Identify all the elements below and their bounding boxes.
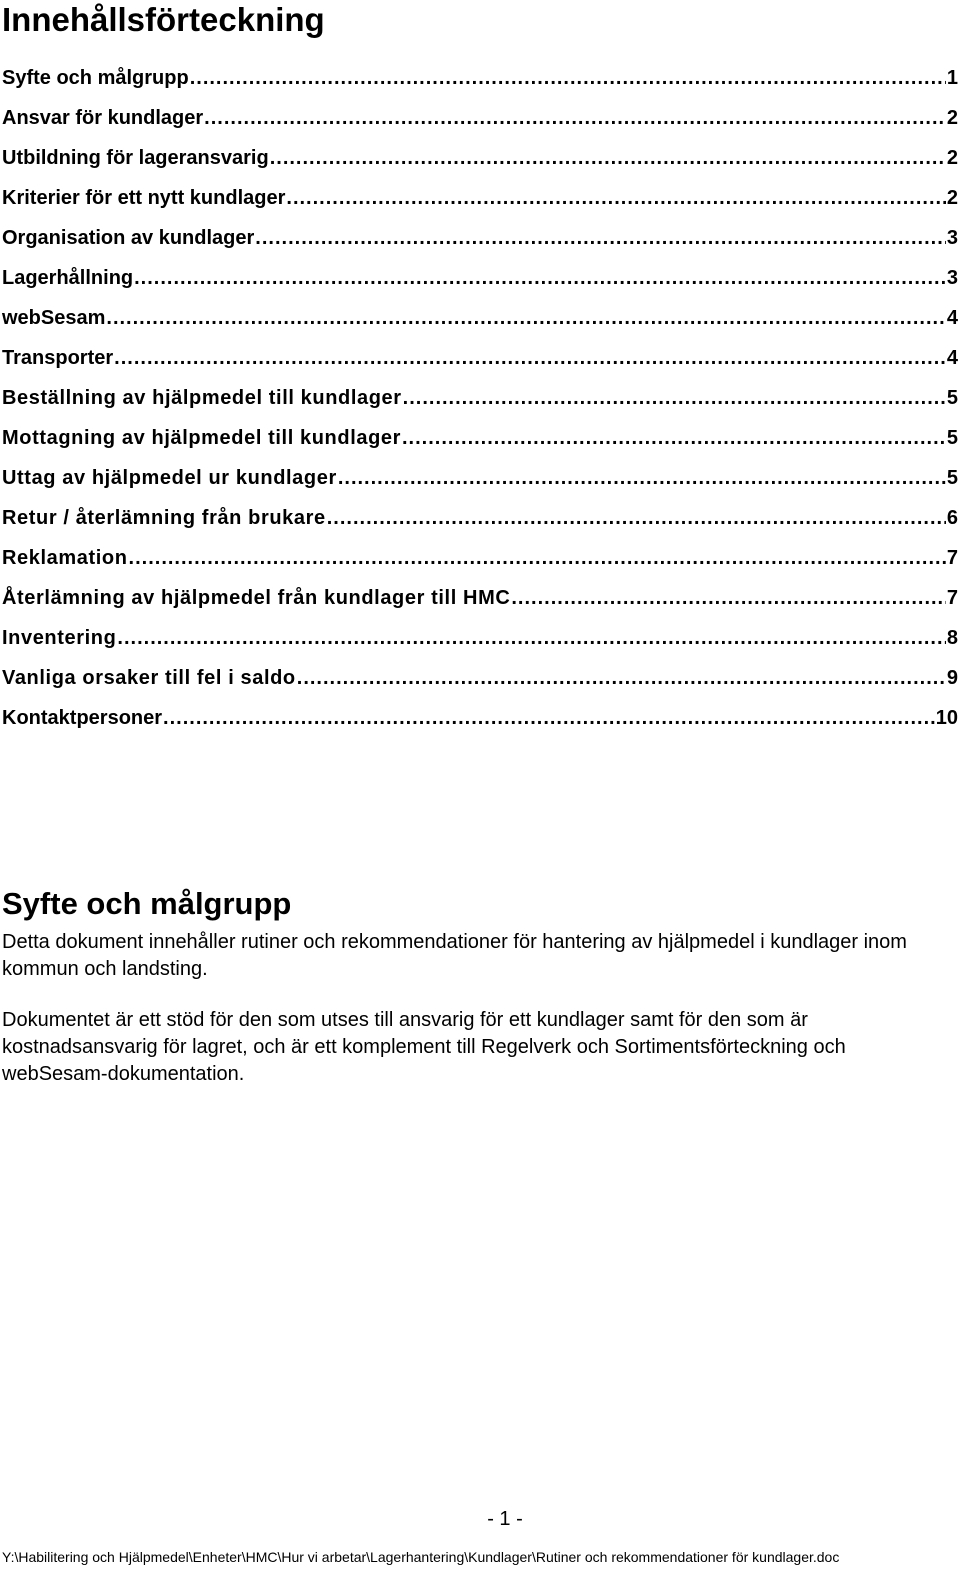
toc-entry[interactable] <box>2 578 958 618</box>
toc-leader-dots <box>163 698 935 738</box>
toc-entry-page: 4 <box>946 307 958 329</box>
toc-entry[interactable] <box>2 258 958 298</box>
toc-entry-page: 7 <box>946 587 958 609</box>
toc-entry-label: Uttag av hjälpmedel ur kundlager <box>2 467 337 489</box>
toc-entry-label: Kontaktpersoner <box>2 707 163 729</box>
toc-entry-page: 4 <box>946 347 958 369</box>
toc-leader-dots <box>114 338 946 378</box>
toc-entry-label: Transporter <box>2 347 114 369</box>
toc-leader-dots <box>511 578 946 618</box>
toc-leader-dots <box>338 458 946 498</box>
toc-entry-page: 1 <box>946 67 958 89</box>
toc-leader-dots <box>190 58 946 98</box>
toc-entry[interactable] <box>2 98 958 138</box>
toc-leader-dots <box>297 658 946 698</box>
toc-entry-page: 3 <box>946 227 958 249</box>
toc-leader-dots <box>402 418 946 458</box>
toc-entry[interactable] <box>2 378 958 418</box>
toc-entry-page: 8 <box>946 627 958 649</box>
toc-entry[interactable] <box>2 298 958 338</box>
toc-entry-label: Inventering <box>2 627 117 649</box>
toc-entry-label: webSesam <box>2 307 106 329</box>
table-of-contents <box>2 58 958 738</box>
toc-leader-dots <box>134 258 946 298</box>
toc-entry-page: 7 <box>946 547 958 569</box>
toc-entry[interactable] <box>2 418 958 458</box>
toc-entry-label: Vanliga orsaker till fel i saldo <box>2 667 296 689</box>
toc-entry-page: 2 <box>946 147 958 169</box>
toc-leader-dots <box>117 618 945 658</box>
toc-leader-dots <box>270 138 946 178</box>
page-number: - 1 - <box>487 1508 523 1530</box>
toc-entry-page: 9 <box>946 667 958 689</box>
toc-leader-dots <box>286 178 945 218</box>
toc-entry[interactable] <box>2 178 958 218</box>
toc-entry[interactable] <box>2 218 958 258</box>
toc-entry-page: 2 <box>946 107 958 129</box>
toc-entry-label: Beställning av hjälpmedel till kundlager <box>2 387 402 409</box>
toc-entry-label: Lagerhållning <box>2 267 134 289</box>
toc-title: Innehållsförteckning <box>2 1 325 38</box>
toc-entry-label: Organisation av kundlager <box>2 227 255 249</box>
toc-entry[interactable] <box>2 338 958 378</box>
toc-leader-dots <box>403 378 946 418</box>
toc-entry-label: Syfte och målgrupp <box>2 67 189 89</box>
toc-leader-dots <box>327 498 946 538</box>
toc-entry-label: Utbildning för lageransvarig <box>2 147 269 169</box>
toc-entry[interactable] <box>2 698 958 738</box>
toc-entry-page: 6 <box>946 507 958 529</box>
toc-entry[interactable] <box>2 538 958 578</box>
toc-entry-label: Mottagning av hjälpmedel till kundlager <box>2 427 401 449</box>
toc-entry-label: Återlämning av hjälpmedel från kundlager till HMC <box>2 587 511 609</box>
toc-entry[interactable] <box>2 58 958 98</box>
toc-entry-label: Retur / återlämning från brukare <box>2 507 326 529</box>
toc-entry-label: Reklamation <box>2 547 128 569</box>
body-paragraph: Dokumentet är ett stöd för den som utses till ansvarig för ett kundlager samt för den som är kostnadsansvarig för lagret, och är ett komplement till Regelverk och Sortimentsförteckning och webSesam-dokumentation. <box>2 1009 846 1085</box>
toc-leader-dots <box>204 98 946 138</box>
toc-entry[interactable] <box>2 618 958 658</box>
toc-entry-label: Ansvar för kundlager <box>2 107 204 129</box>
section-heading: Syfte och målgrupp <box>2 886 292 921</box>
toc-entry-page: 5 <box>946 467 958 489</box>
body-paragraph: Detta dokument innehåller rutiner och rekommendationer för hantering av hjälpmedel i kundlager inom kommun och landsting. <box>2 931 907 980</box>
toc-leader-dots <box>255 218 946 258</box>
toc-entry[interactable] <box>2 138 958 178</box>
toc-entry-page: 10 <box>935 707 958 729</box>
toc-leader-dots <box>129 538 946 578</box>
toc-entry-page: 5 <box>946 427 958 449</box>
toc-entry[interactable] <box>2 658 958 698</box>
toc-entry-page: 3 <box>946 267 958 289</box>
toc-entry[interactable] <box>2 498 958 538</box>
toc-leader-dots <box>106 298 945 338</box>
toc-entry-page: 5 <box>946 387 958 409</box>
toc-entry-page: 2 <box>946 187 958 209</box>
toc-entry[interactable] <box>2 458 958 498</box>
toc-entry-label: Kriterier för ett nytt kundlager <box>2 187 286 209</box>
footer-file-path: Y:\Habilitering och Hjälpmedel\Enheter\HMC\Hur vi arbetar\Lagerhantering\Kundlager\Rutiner och rekommendationer för kundlager.doc <box>2 1549 840 1565</box>
